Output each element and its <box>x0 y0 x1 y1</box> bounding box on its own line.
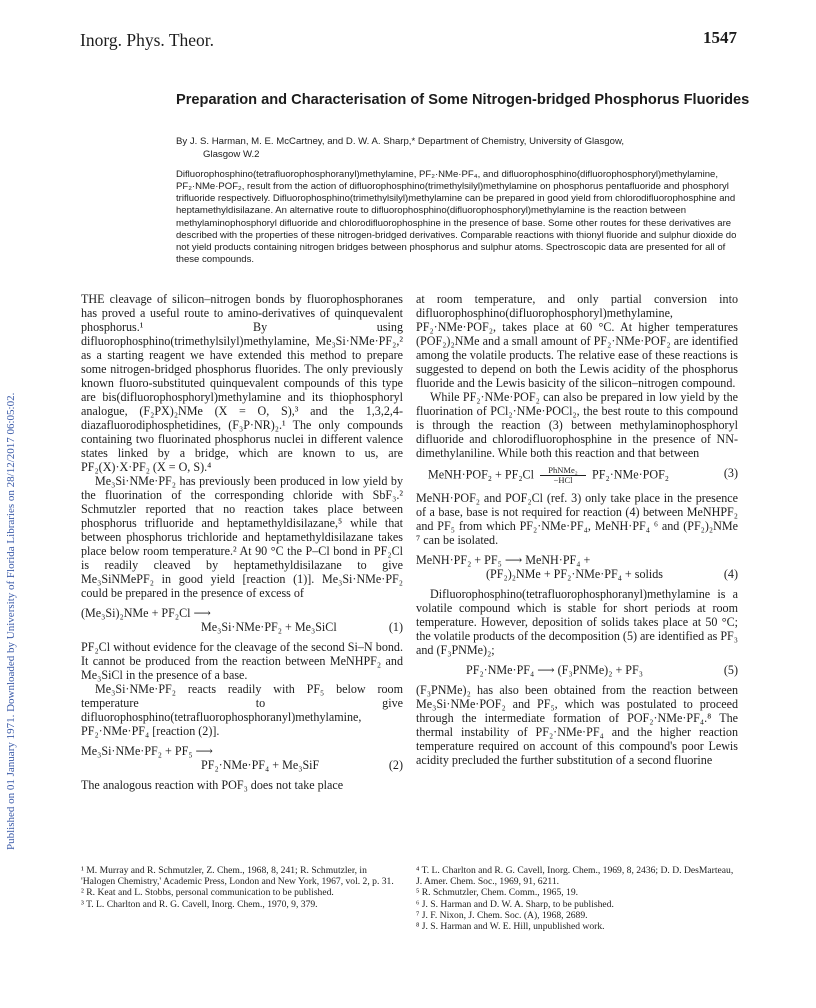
equation-number: (4) <box>723 567 738 581</box>
footnote: ¹ M. Murray and R. Schmutzler, Z. Chem., 1968, 8, 241; R. Schmutzler, in 'Halogen Chemistry,' Academic Press, London and New York, 1967, vol. 2, p. 31. <box>81 865 394 888</box>
equation-rhs: PF₂·NMe·POF₂ <box>592 467 670 482</box>
footnote: ⁶ J. S. Harman and D. W. A. Sharp, to be published. <box>416 898 614 910</box>
equation-lhs: MeNH·PF₂ + PF₅ ⟶ MeNH·PF₄ + <box>416 553 591 567</box>
arrow-reagent: PhNMe₂ <box>548 465 578 475</box>
affiliation: Glasgow W.2 <box>203 149 260 160</box>
equation-number: (2) <box>388 758 403 772</box>
footnote: ⁷ J. F. Nixon, J. Chem. Soc. (A), 1968, 2689. <box>416 909 588 921</box>
authors: By J. S. Harman, M. E. McCartney, and D. W. A. Sharp,* Department of Chemistry, University of Glasgow, <box>176 136 625 147</box>
equation-rhs: PF₂·NMe·PF₄ + Me₃SiF <box>201 758 320 772</box>
paragraph: Me₃Si·NMe·PF₂ reacts readily with PF₅ below room temperature to give difluorophosphino(tetrafluorophosphoranyl)methylamine, PF₂·NMe·PF₄ [reaction (2)]. <box>81 682 403 738</box>
equation-rhs: Me₃Si·NMe·PF₂ + Me₃SiCl <box>201 620 337 634</box>
paragraph: The analogous reaction with POF₃ does not take place <box>81 778 344 792</box>
download-notice <box>2 160 22 860</box>
equation-lhs: MeNH·POF₂ + PF₂Cl <box>428 467 534 482</box>
page-number: 1547 <box>703 28 737 47</box>
abstract <box>176 169 738 266</box>
right-column <box>416 292 738 767</box>
article-title: Preparation and Characterisation of Some Nitrogen-bridged Phosphorus Fluorides <box>176 92 750 108</box>
equation-lhs: (Me₃Si)₂NMe + PF₂Cl ⟶ <box>81 606 211 620</box>
download-notice-text: Published on 01 January 1971. Downloaded by University of Florida Libraries on 28/12/2017 06:05:02. <box>5 392 17 850</box>
paragraph: Me₃Si·NMe·PF₂ has previously been produced in low yield by the fluorination of the corresponding chloride with SbF₃.² Schmutzler reported that no reaction takes place between phosphorus trifluoride and heptamethyldisilazane,⁵ while that between phosphorus trichloride and heptamethyldisilazane takes place below room temperature.² At 90 °C the P–Cl bond in PF₂Cl is readily cleaved by heptamethyldisilazane to give Me₃SiNMePF₂ in good yield [reaction (1)]. Me₃Si·NMe·PF₂ could be prepared in the presence of excess of <box>81 474 403 600</box>
paragraph: THE cleavage of silicon–nitrogen bonds by fluorophosphoranes has proved a useful route to amino-derivatives of quinquevalent phosphorus.¹ By using difluorophosphino(trimethylsilyl)methylamine, Me₃Si·NMe·PF₂,² as a starting reagent we have extended this method to prepare some nitrogen-bridged phosphorus fluorides. The only previously known fluoro-substituted quinquevalent compounds of this type are bis(difluorophosphoryl)methylamine and its thiophosphoryl analogue, (F₂PX)₂NMe (X = O, S),³ and the 1,3,2,4-diazafluorodiphosphetidines, (F₃P·NR)₂.¹ The only compounds containing two fluorinated phosphorus nuclei in different valence states linked by a bridge, which are known to us, are PF₂(X)·X·PF₂ (X = O, S).⁴ <box>81 292 403 474</box>
footnote: ⁵ R. Schmutzler, Chem. Comm., 1965, 19. <box>416 887 579 899</box>
paragraph: (F₃PNMe)₂ has also been obtained from the reaction between Me₃Si·NMe·POF₂ and PF₅, which was postulated to proceed through the intermediate formation of POF₂·NMe·PF₄.⁸ The thermal instability of PF₂·NMe·PF₄ and the higher reaction temperature required on account of this compound's poor Lewis acidity precluded the further substitution of a second fluorine <box>416 683 738 767</box>
paragraph: at room temperature, and only partial conversion into difluorophosphino(difluorophosphoryl)methylamine, PF₂·NMe·POF₂, takes place at 60 °C. At higher temperatures (POF₂)₂NMe and a small amount of PF₂·NMe·POF₂ are identified among the volatile products. The relative ease of these reactions is suggested to depend on both the Lewis acidity of the phosphorus fluoride and the Lewis basicity of the silicon–nitrogen compound. <box>416 292 738 390</box>
paragraph: While PF₂·NMe·POF₂ can also be prepared in low yield by the fluorination of PCl₂·NMe·POCl₂, the best route to this compound is through the reaction (3) between methylaminophosphoryl difluoride and chlorodifluorophosphine in the presence of NN-dimethylaniline. While both this reaction and that between <box>416 390 738 460</box>
equation-rhs: (PF₂)₂NMe + PF₂·NMe·PF₄ + solids <box>486 567 664 581</box>
equation-4 <box>416 553 738 581</box>
equation-body: PF₂·NMe·PF₄ ⟶ (F₃PNMe)₂ + PF₃ <box>466 663 643 677</box>
author-line <box>176 135 756 161</box>
footnote: ³ T. L. Charlton and R. G. Cavell, Inorg. Chem., 1970, 9, 379. <box>81 898 318 910</box>
footnote: ⁴ T. L. Charlton and R. G. Cavell, Inorg. Chem., 1969, 8, 2436; D. D. DesMarteau, J. Amer. Chem. Soc., 1969, 91, 6211. <box>416 865 734 888</box>
paragraph: Difluorophosphino(tetrafluorophosphoranyl)methylamine is a volatile compound which is stable for short periods at room temperature. However, deposition of solids takes place at 50 °C; the volatile products of the decomposition (5) are identified as PF₃ and (F₃PNMe)₂; <box>416 587 738 657</box>
arrow-byproduct: −HCl <box>553 475 573 485</box>
equation-number: (3) <box>723 466 738 480</box>
equation-5 <box>416 663 738 677</box>
footnote: ⁸ J. S. Harman and W. E. Hill, unpublished work. <box>416 921 605 933</box>
footnotes-left <box>81 865 403 910</box>
footnotes-right <box>416 865 738 932</box>
abstract-text: Difluorophosphino(tetrafluorophosphoranyl)methylamine, PF₂·NMe·PF₄, and difluorophosphino(difluorophosphoryl)methylamine, PF₂·NMe·POF₂, result from the action of difluorophosphino(trimethylsilyl)methylamine on phosphorus pentafluoride and phosphoryl trifluoride respectively. Difluorophosphino(trimethylsilyl)methylamine can be prepared in good yield from chlorodifluorophosphine and heptamethyldisilazane. An alternative route to difluorophosphino(difluorophosphoryl)methylamine is the reaction between methylaminophosphoryl difluoride and chlorodifluorophosphine in the presence of base. Some other routes for these derivatives are described with the properties of these nitrogen-bridged derivatives. Comparable reactions with thionyl fluoride and sulphur dioxide do not yield products containing nitrogen bridges between phosphorus and sulphur atoms. Spectroscopic data are presented for all of these compounds. <box>176 169 737 266</box>
paragraph: MeNH·POF₂ and POF₂Cl (ref. 3) only take place in the presence of a base, base is not required for reaction (4) between MeNHPF₂ and PF₅ from which PF₂·NMe·PF₄, MeNH·PF₄ ⁶ and (PF₂)₂NMe ⁷ can be isolated. <box>416 491 738 547</box>
equation-number: (5) <box>723 663 738 677</box>
equation-1 <box>81 606 403 634</box>
paragraph: PF₂Cl without evidence for the cleavage of the second Si–N bond. It cannot be produced from the reaction between MeNHPF₂ and Me₃SiCl in the presence of a base. <box>81 640 403 682</box>
equation-3 <box>416 466 738 485</box>
reaction-arrow <box>540 466 586 485</box>
footnote: ² R. Keat and L. Stobbs, personal communication to be published. <box>81 887 334 899</box>
equation-2 <box>81 744 403 772</box>
equation-lhs: Me₃Si·NMe·PF₂ + PF₅ ⟶ <box>81 744 213 758</box>
equation-number: (1) <box>388 620 403 634</box>
journal-name: Inorg. Phys. Theor. <box>80 30 215 50</box>
left-column <box>81 292 403 792</box>
